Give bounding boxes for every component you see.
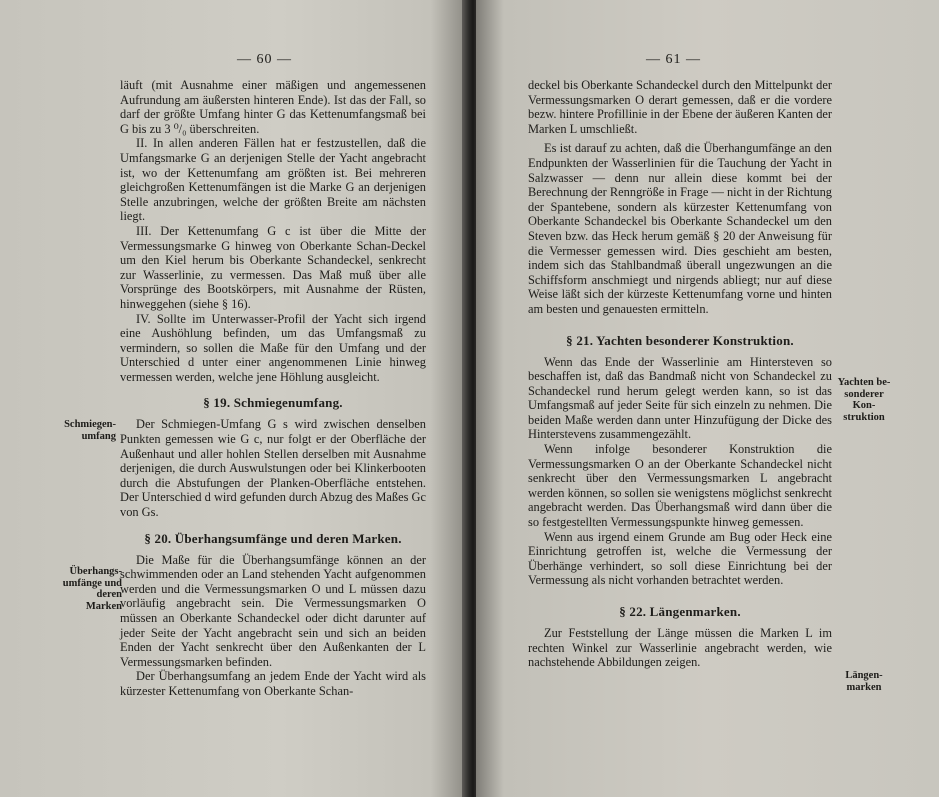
section-heading-22: § 22. Längenmarken. <box>619 604 741 619</box>
left-page-text <box>120 78 426 699</box>
margin-note-laengenmarken: Längen- marken <box>845 670 883 693</box>
paragraph: Wenn infolge besonderer Konstruktion die Vermessungsmarken O an der Oberkante Schandeckel nicht senkrecht über den Vermessungsmarken L angebracht werden können, so sollen sie wenigstens möglichst senkrecht angebracht werden. Das Überhangsmaß wird dann über die so festgestellten Vermessungspunkte hinweg gemessen. <box>528 442 832 530</box>
paragraph: deckel bis Oberkante Schandeckel durch den Mittelpunkt der Vermessungsmarken O derart gemessen, daß er die vordere bezw. hintere Profillinie in der Ebene der äußeren Kanten der Marken L umschließt. <box>528 78 833 136</box>
paragraph: Der Schmiegen-Umfang G s wird zwischen denselben Punkten gemessen wie G c, nur folgt er der Oberfläche der Außenhaut und aller hohlen Stellen derselben mit Ausnahme derjenigen, die durch Auswulstungen oder bei Klinkerbooten durch die Abstufungen der Planken-Oberfläche entstehen. Der Unterschied d wird gefunden durch Abzug des Maßes Gc von Gs. <box>120 417 426 520</box>
paragraph: Der Überhangsumfang an jedem Ende der Yacht wird als kürzester Kettenumfang von Oberkante Schan- <box>120 669 426 698</box>
paragraph: Es ist darauf zu achten, daß die Überhangumfänge an den Endpunkten der Wasserlinien für die Tauchung der Yacht in Salzwasser — denn nur allein diese kommt bei der Berechnung der Renngröße in Frage — nicht in der Richtung der Spantebene, sondern als kürzester Kettenumfang von Oberkante Schandeckel bis Oberkante Schandeckel um den Steven bzw. das Heck herum gemäß § 20 der Anweisung für die Vermesser gemessen wird. Dies geschieht am besten, indem sich das Stahlbandmaß überall ungezwungen an die Schiffsform anschmiegt und nirgends abliegt; nur auf diese Weise läßt sich der kürzeste Kettenumfang vorne und hinten am besten und genauesten ermitteln. <box>528 141 832 316</box>
page-number-left: — 60 — <box>237 52 292 67</box>
margin-note-ueberhangsumfaenge: Überhangs- umfänge und deren Marken <box>62 566 122 612</box>
paragraph: Zur Feststellung der Länge müssen die Marken L im rechten Winkel zur Wasserlinie angebracht werden, wie nachstehende Abbildungen zeigen. <box>528 626 832 670</box>
paragraph: Wenn aus irgend einem Grunde am Bug oder Heck eine Einrichtung getroffen ist, welche die Vermessung der Überhänge verhindert, so soll diese Einrichtung bei der Vermessung als nicht vorhanden betrachtet werden. <box>528 529 832 588</box>
page-number-right: — 61 — <box>646 52 701 67</box>
section-heading-19: § 19. Schmiegenumfang. <box>203 395 343 411</box>
paragraph: IV. Sollte im Unterwasser-Profil der Yacht sich irgend eine Aushöhlung befinden, um das Umfangsmaß zu vermindern, so sollen die Maße für den Umfang und der Unterschied d unter einer angenommenen Linie hinweg vermessen werden, welche jene Höhlung ausgleicht. <box>120 311 426 384</box>
right-page-text <box>528 78 832 670</box>
paragraph: Wenn das Ende der Wasserlinie am Hintersteven so beschaffen ist, daß das Bandmaß nicht von Schandeckel zu Schandeckel rund herum gelegt werden kann, so ist das Umfangsmaß auf jeder Seite für sich einzeln zu nehmen. Die beiden Maße werden dann unter Hinzufügung der Dicke des Hinterstevens zusammengezählt. <box>528 354 832 442</box>
section-heading-21: § 21. Yachten besonderer Konstruktion. <box>566 332 794 348</box>
right-page <box>476 0 939 797</box>
left-page <box>0 0 468 797</box>
paragraph: III. Der Kettenumfang G c ist über die Mitte der Vermessungsmarke G hinweg von Oberkante Schan-Deckel um den Kiel herum bis Oberkante Schandeckel, senkrecht zur Wasserlinie, zu vermessen. Das Maß muß über alle Vorsprünge des Bootskörpers, mit Ausnahme der Rüsten, hinweggehen (siehe § 16). <box>120 223 426 311</box>
section-heading-20: § 20. Überhangsumfänge und deren Marken. <box>144 530 402 546</box>
margin-note-yachten-besonderer-konstruktion: Yachten be- sonderer Kon- struktion <box>837 377 891 423</box>
margin-note-schmiegenumfang: Schmiegen- umfang <box>64 419 116 442</box>
paragraph: II. In allen anderen Fällen hat er festzustellen, daß die Umfangsmarke G an derjenigen Stelle der Yacht angebracht ist, wo der Kettenumfang am größten ist. Bei mehreren gleichgroßen Kettenumfängen ist die Marke G an derjenigen Stelle anzubringen, welche der größten Breite am nächsten liegt. <box>120 136 426 224</box>
paragraph: Die Maße für die Überhangsumfänge können an der schwimmenden oder an Land stehenden Yacht aufgenommen werden und die Vermessungsmarken O und L müssen dazu vorläufig angebracht sein. Die Vermessungsmarken O müssen an Oberkante Schandeckel oder dicht darunter auf jeder Seite der Yacht angebracht sein und sich an beiden Enden der Yacht senkrecht über den Außenkanten der L Vermessungsmarken befinden. <box>120 552 426 669</box>
paragraph: läuft (mit Ausnahme einer mäßigen und angemessenen Aufrundung am äußersten hinteren Ende). Ist das der Fall, so darf der größte Umfang hinter G das Kettenumfangsmaß bei G bis zu 3 ⁰/₀ überschreiten. <box>120 78 426 136</box>
